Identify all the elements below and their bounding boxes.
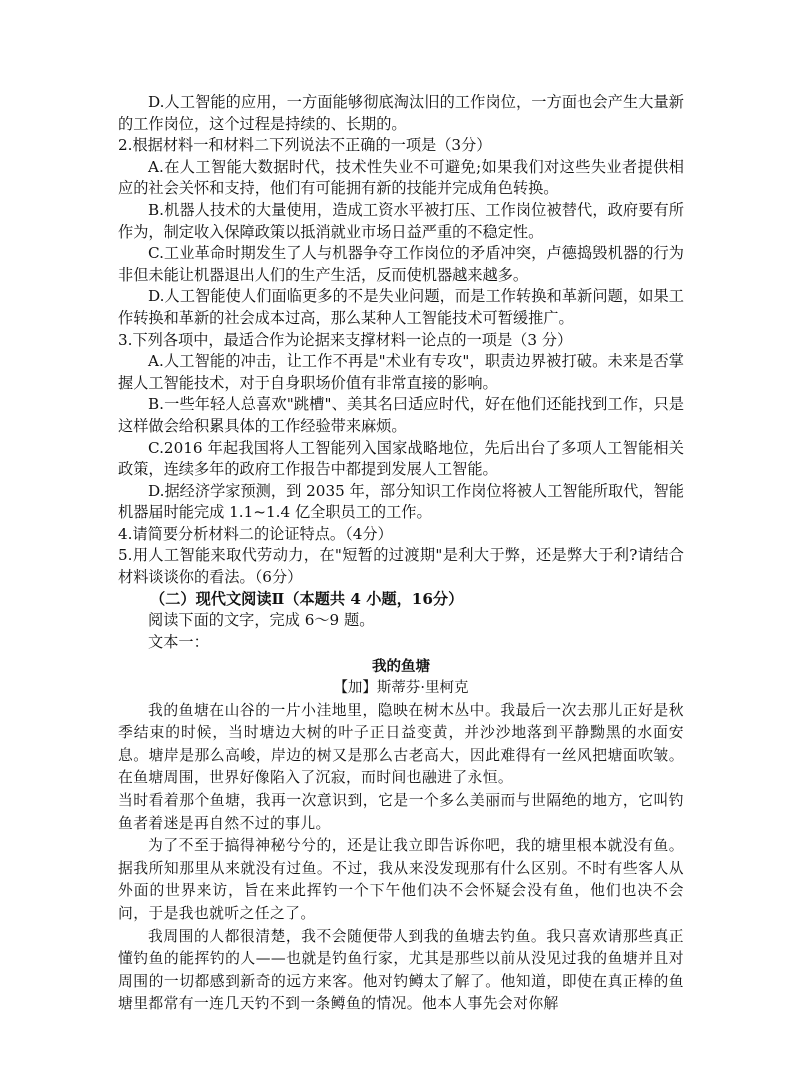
paragraph: B.一些年轻人总喜欢"跳槽"、美其名曰适应时代，好在他们还能找到工作，只是这样做会给积累具体的工作经验带来麻烦。	[118, 395, 684, 435]
question-section	[118, 92, 684, 589]
section-heading: （二）现代文阅读Ⅱ（本题共 4 小题，16分）	[150, 589, 464, 608]
paragraph: A.在人工智能大数据时代，技术性失业不可避免;如果我们对这些失业者提供相应的社会关怀和支持，他们有可能拥有新的技能并完成角色转换。	[118, 157, 684, 198]
paragraph: 4.请简要分析材料二的论证特点。（4分）	[118, 524, 393, 543]
story-title: 我的鱼塘	[372, 658, 430, 676]
paragraph: A.人工智能的冲击，让工作不再是"术业有专攻"，职责边界被打破。未来是否掌握人工智能技术，对于自身职场价值有非常直接的影响。	[118, 352, 684, 392]
paragraph: C.2016 年起我国将人工智能列入国家战略地位，先后出台了多项人工智能相关政策，连续多年的政府工作报告中都提到发展人工智能。	[118, 438, 684, 479]
paragraph: D.人工智能使人们面临更多的不是失业问题，而是工作转换和革新问题，如果工作转换和革新的社会成本过高，那么某种人工智能技术可暂缓推广。	[118, 287, 684, 327]
paragraph: 当时看着那个鱼塘，我再一次意识到，它是一个多么美丽而与世隔绝的地方，它叫钓鱼者着迷是再自然不过的事儿。	[118, 792, 684, 832]
document-page	[118, 92, 684, 1016]
paragraph: 我的鱼塘在山谷的一片小洼地里，隐映在树木丛中。我最后一次去那儿正好是秋季结束的时候，当时塘边大树的叶子正日益变黄，并沙沙地落到平静黝黑的水面安息。塘岸是那么高峻，岸边的树又是那么古老高大，因此难得有一丝风把塘面吹皱。在鱼塘周围，世界好像陷入了沉寂，而时间也融进了永恒。	[118, 701, 684, 787]
paragraph: D.据经济学家预测，到 2035 年，部分知识工作岗位将被人工智能所取代，智能机器届时能完成 1.1~1.4 亿全职员工的工作。	[118, 481, 684, 522]
paragraph: 为了不至于搞得神秘兮兮的，还是让我立即告诉你吧，我的塘里根本就没有鱼。据我所知那里从来就没有过鱼。不过，我从来没发现那有什么区别。不时有些客人从外面的世界来访，旨在来此挥钓一个下午他们决不会怀疑会没有鱼，他们也决不会问，于是我也就听之任之了。	[118, 837, 684, 922]
paragraph: C.工业革命时期发生了人与机器争夺工作岗位的矛盾冲突，卢德捣毁机器的行为非但未能让机器退出人们的生产生活，反而使机器越来越多。	[118, 244, 684, 284]
paragraph: B.机器人技术的大量使用，造成工资水平被打压、工作岗位被替代，政府要有所作为，制定收入保障政策以抵消就业市场日益严重的不稳定性。	[118, 200, 684, 241]
story-body	[118, 700, 684, 1016]
paragraph: 5.用人工智能来取代劳动力，在"短暂的过渡期"是利大于弊，还是弊大于利?请结合材料谈谈你的看法。（6分）	[118, 546, 684, 587]
paragraph: D.人工智能的应用，一方面能够彻底淘汰旧的工作岗位，一方面也会产生大量新的工作岗位，这个过程是持续的、长期的。	[118, 93, 684, 133]
instruction-text: 阅读下面的文字，完成 6～9 题。	[148, 611, 375, 630]
story-author: 【加】斯蒂芬·里柯克	[333, 680, 469, 697]
text-label: 文本一：	[148, 632, 209, 651]
paragraph: 我周围的人都很清楚，我不会随便带人到我的鱼塘去钓鱼。我只喜欢请那些真正懂钓鱼的能挥钓的人——也就是钓鱼行家，尤其是那些以前从没见过我的鱼塘并且对周围的一切都感到新奇的远方来客。他对钓鳟太了解了。他知道，即使在真正棒的鱼塘里都常有一连几天钓不到一条鳟鱼的情况。他本人事先会对你解	[118, 927, 684, 1013]
paragraph: 3.下列各项中，最适合作为论据来支撑材料一论点的一项是（3 分）	[118, 330, 573, 349]
paragraph: 2.根据材料一和材料二下列说法不正确的一项是（3分）	[118, 136, 492, 155]
